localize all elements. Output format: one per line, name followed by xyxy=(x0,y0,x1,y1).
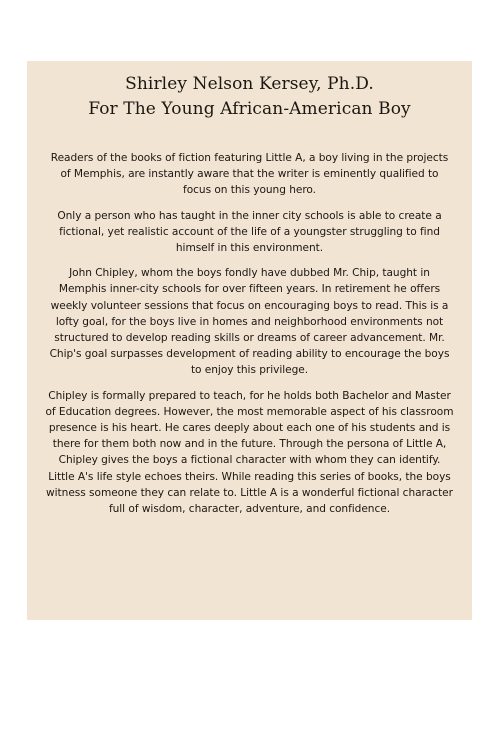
paragraph: John Chipley, whom the boys fondly have dubbed Mr. Chip, taught in Memphis inner-city schools for over fifteen years. In retirement he offers weekly volunteer sessions that focus on encouraging boys to read. This is a lofty goal, for the boys live in homes and neighborhood environments not structured to develop reading skills or dreams of career advancement. Mr. Chip's goal surpasses development of reading ability to encourage the boys to enjoy this privilege. xyxy=(49,267,450,377)
author-heading: Shirley Nelson Kersey, Ph.D. xyxy=(125,74,374,94)
paragraph: Chipley is formally prepared to teach, for he holds both Bachelor and Master of Education degrees. However, the most memorable aspect of his classroom presence is his heart. He cares deeply about each one of his students and is there for them both now and in the future. Through the persona of Little A, Chipley gives the boys a fictional character with whom they can identify. Little A's life style echoes theirs. While reading this series of books, the boys witness someone they can relate to. Little A is a wonderful fictional character full of wisdom, character, adventure, and confidence. xyxy=(45,389,454,516)
paragraph: Only a person who has taught in the inner city schools is able to create a fictional, yet realistic account of the life of a youngster struggling to find himself in this environment. xyxy=(57,209,442,255)
paragraph: Readers of the books of fiction featuring Little A, a boy living in the projects of Memphis, are instantly aware that the writer is eminently qualified to focus on this young hero. xyxy=(50,152,449,197)
body-text xyxy=(45,150,454,517)
book-page-panel xyxy=(27,61,472,620)
dedication-heading: For The Young African-American Boy xyxy=(88,99,411,119)
